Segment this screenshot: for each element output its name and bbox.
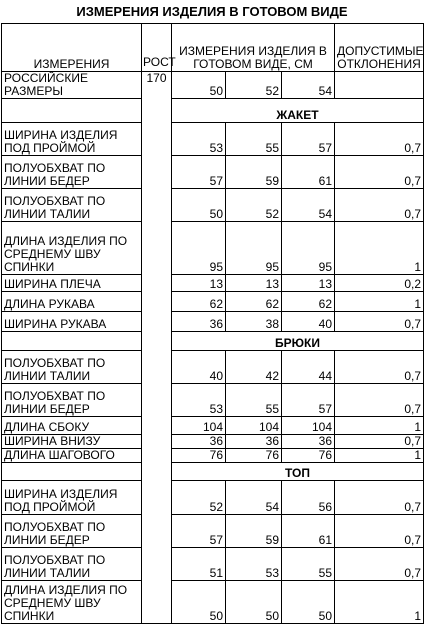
measurement-row [2, 189, 424, 222]
tolerance-value: 0,7 [335, 189, 424, 222]
measurement-value: 95 [172, 222, 226, 275]
measurement-row [2, 156, 424, 189]
tolerance-value: 1 [335, 292, 424, 312]
measurement-value: 40 [172, 351, 226, 384]
measurement-label: ДЛИНА ИЗДЕЛИЯ ПО СРЕДНЕМУ ШВУ СПИНКИ [2, 222, 142, 275]
measurement-label: ДЛИНА ШАГОВОГО [2, 449, 142, 463]
tolerance-value: 0,7 [335, 123, 424, 156]
tolerance-value: 0,2 [335, 275, 424, 292]
measurement-row [2, 222, 424, 275]
measurement-label: ШИРИНА ВНИЗУ [2, 435, 142, 449]
size-value: 54 [282, 72, 335, 99]
measurement-value: 59 [226, 515, 282, 548]
measurement-value: 50 [282, 581, 335, 624]
measurement-value: 59 [226, 156, 282, 189]
tolerance-value: 0,7 [335, 312, 424, 332]
measurement-value: 76 [226, 449, 282, 463]
section-row [2, 99, 424, 123]
section-title: ЖАКЕТ [172, 99, 424, 123]
measurement-value: 50 [172, 189, 226, 222]
section-row [2, 332, 424, 351]
measurement-value: 95 [226, 222, 282, 275]
measurement-value: 38 [226, 312, 282, 332]
measurement-value: 57 [282, 123, 335, 156]
measurement-value: 76 [172, 449, 226, 463]
measurement-row [2, 435, 424, 449]
measurement-row [2, 417, 424, 435]
measurement-value: 36 [172, 312, 226, 332]
tolerance-value: 0,7 [335, 548, 424, 581]
empty-cell [2, 332, 142, 351]
tolerance-value: 0,7 [335, 156, 424, 189]
measurement-value: 53 [172, 384, 226, 417]
measurement-row [2, 384, 424, 417]
measurement-value: 57 [282, 384, 335, 417]
measurement-label: ПОЛУОБХВАТ ПО ЛИНИИ ТАЛИИ [2, 548, 142, 581]
measurement-label: ПОЛУОБХВАТ ПО ЛИНИИ ТАЛИИ [2, 189, 142, 222]
table-header-row [2, 24, 424, 72]
measurement-value: 54 [226, 481, 282, 515]
measurement-value: 51 [172, 548, 226, 581]
measurement-value: 104 [282, 417, 335, 435]
measurement-value: 40 [282, 312, 335, 332]
sizes-label: РОССИЙСКИЕ РАЗМЕРЫ [2, 72, 142, 99]
measurement-value: 13 [282, 275, 335, 292]
measurement-row [2, 351, 424, 384]
measurement-value: 13 [172, 275, 226, 292]
empty-cell [2, 99, 142, 123]
section-title: ТОП [172, 463, 424, 481]
measurement-value: 53 [226, 548, 282, 581]
section-row [2, 463, 424, 481]
tolerance-value: 1 [335, 222, 424, 275]
measurement-row [2, 292, 424, 312]
measurements-table [1, 23, 424, 624]
tolerance-value: 0,7 [335, 384, 424, 417]
measurement-value: 55 [226, 384, 282, 417]
measurement-value: 50 [226, 581, 282, 624]
measurement-value: 13 [226, 275, 282, 292]
measurement-label: ДЛИНА СБОКУ [2, 417, 142, 435]
tolerance-value: 0,7 [335, 515, 424, 548]
header-height: РОСТ [142, 24, 172, 72]
measurement-value: 36 [226, 435, 282, 449]
measurement-value: 62 [282, 292, 335, 312]
measurement-value: 52 [226, 189, 282, 222]
sizes-row [2, 72, 424, 99]
measurement-value: 62 [226, 292, 282, 312]
header-tolerance: ДОПУСТИМЫЕ ОТКЛОНЕНИЯ [335, 24, 424, 72]
measurement-value: 57 [172, 515, 226, 548]
measurement-value: 36 [172, 435, 226, 449]
measurement-value: 52 [172, 481, 226, 515]
measurement-value: 61 [282, 156, 335, 189]
measurement-value: 50 [172, 581, 226, 624]
section-title: БРЮКИ [172, 332, 424, 351]
header-finished-measurements: ИЗМЕРЕНИЯ ИЗДЕЛИЯ В ГОТОВОМ ВИДЕ, СМ [172, 24, 335, 72]
empty-cell [2, 463, 142, 481]
measurement-label: ДЛИНА РУКАВА [2, 292, 142, 312]
measurement-value: 44 [282, 351, 335, 384]
tolerance-value: 0,7 [335, 481, 424, 515]
measurement-label: ПОЛУОБХВАТ ПО ЛИНИИ БЕДЕР [2, 156, 142, 189]
measurement-value: 56 [282, 481, 335, 515]
measurement-value: 36 [282, 435, 335, 449]
measurement-row [2, 312, 424, 332]
measurement-row [2, 123, 424, 156]
tolerance-value: 0,7 [335, 351, 424, 384]
measurement-value: 95 [282, 222, 335, 275]
tolerance-value: 1 [335, 449, 424, 463]
measurement-value: 104 [172, 417, 226, 435]
header-measurements: ИЗМЕРЕНИЯ [2, 24, 142, 72]
empty-cell [335, 72, 424, 99]
measurement-row [2, 515, 424, 548]
measurement-value: 54 [282, 189, 335, 222]
size-value: 50 [172, 72, 226, 99]
measurement-label: ШИРИНА ИЗДЕЛИЯ ПОД ПРОЙМОЙ [2, 123, 142, 156]
measurement-row [2, 581, 424, 624]
measurement-row [2, 275, 424, 292]
measurement-value: 42 [226, 351, 282, 384]
height-value: 170 [142, 72, 172, 624]
measurement-value: 76 [282, 449, 335, 463]
measurement-label: ПОЛУОБХВАТ ПО ЛИНИИ БЕДЕР [2, 515, 142, 548]
measurement-value: 57 [172, 156, 226, 189]
measurement-value: 62 [172, 292, 226, 312]
tolerance-value: 0,7 [335, 435, 424, 449]
measurement-value: 53 [172, 123, 226, 156]
size-value: 52 [226, 72, 282, 99]
measurement-value: 55 [282, 548, 335, 581]
measurement-value: 55 [226, 123, 282, 156]
measurement-label: ШИРИНА ИЗДЕЛИЯ ПОД ПРОЙМОЙ [2, 481, 142, 515]
measurement-label: ДЛИНА ИЗДЕЛИЯ ПО СРЕДНЕМУ ШВУ СПИНКИ [2, 581, 142, 624]
measurement-value: 61 [282, 515, 335, 548]
measurement-label: ПОЛУОБХВАТ ПО ЛИНИИ ТАЛИИ [2, 351, 142, 384]
measurement-value: 104 [226, 417, 282, 435]
tolerance-value: 1 [335, 581, 424, 624]
tolerance-value: 1 [335, 417, 424, 435]
measurement-label: ШИРИНА РУКАВА [2, 312, 142, 332]
measurement-row [2, 548, 424, 581]
measurement-row [2, 449, 424, 463]
measurement-label: ПОЛУОБХВАТ ПО ЛИНИИ БЕДЕР [2, 384, 142, 417]
measurement-row [2, 481, 424, 515]
sheet-title: ИЗМЕРЕНИЯ ИЗДЕЛИЯ В ГОТОВОМ ВИДЕ [76, 4, 348, 19]
measurement-label: ШИРИНА ПЛЕЧА [2, 275, 142, 292]
